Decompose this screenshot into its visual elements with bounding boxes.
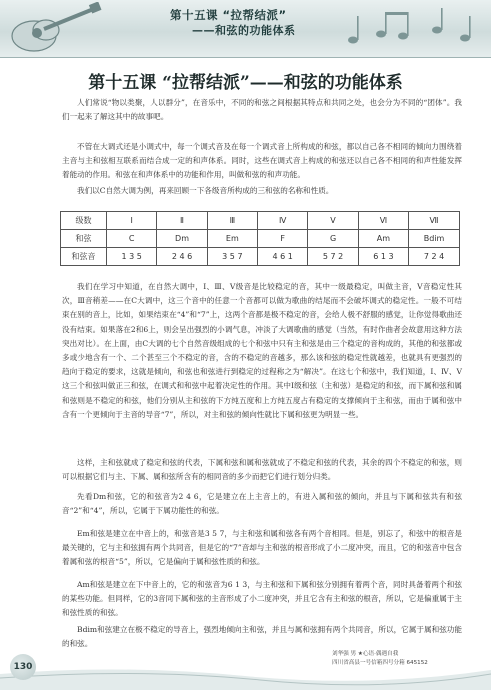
stamp-line: 四川省高县一号信箱四号分箱 645152: [332, 659, 428, 666]
notes-cell: 3 5 7: [207, 248, 257, 266]
notes-cell: 5 7 2: [308, 248, 358, 266]
degree-cell: Ⅴ: [308, 212, 358, 230]
degree-cell: Ⅰ: [107, 212, 157, 230]
chord-cell: G: [308, 230, 358, 248]
guitar-icon: [4, 2, 104, 56]
chord-cell: C: [107, 230, 157, 248]
header-title: 第十五课 “拉帮结派”: [170, 8, 287, 22]
page-number: 130: [10, 654, 36, 680]
degree-cell: Ⅲ: [207, 212, 257, 230]
music-notes-icon: [333, 4, 483, 52]
chord-table: [60, 211, 460, 266]
degree-cell: Ⅵ: [358, 212, 408, 230]
table-row: [61, 248, 460, 266]
paragraph: 我们在学习中知道，在自然大调中，Ⅰ、Ⅲ、Ⅴ级音是比较稳定的音，其中一级最稳定，叫做主音，Ⅴ音稳定性其次，Ⅲ音稍差——在C大调中，这三个音中的任意一个音都可以做为歌曲的结尾而不会破坏调式的稳定性。一般不可结束在别的音上，比如，如果结束在“4”和“7”上，这两个音都是极不稳定的音，会给人极不舒服的感觉，让你觉得歌曲还没有结束。如果落在2和6上，则会呈出强烈的小调气息，冲淡了大调歌曲的感觉（当然，有时作曲者会故意用这种方法突出对比）。在上面，由C大调的七个自然音级组成的七个和弦中只有主和弦是由三个稳定的音构成的，其他的和弦都或多或少地含有一个、二个甚至三个不稳定的音，含的不稳定的音越多，那么该和弦的稳定性就越差，也就具有更强烈的趋向于稳定的要求，这就是倾向，和弦也和弦进行到稳定的过程称之为“解决”。在这七个和弦中，我们知道，Ⅰ、Ⅳ、Ⅴ这三个和弦叫做正三和弦，在调式和和弦中起着决定性的作用。其中Ⅰ级和弦（主和弦）是稳定的和弦，而下属和弦和属和弦则是不稳定的和弦，他们分别从主和弦的下方纯五度和上方纯五度占有稳定的支撑倾向于主和弦，而由于属和弦中含有一个更倾向于主音的导音“7”，所以，对主和弦的倾向性就比下属和弦更为明显一些。: [62, 282, 462, 419]
notes-cell: 2 4 6: [157, 248, 207, 266]
paragraph: 这样，主和弦就成了稳定和弦的代表，下属和弦和属和弦就成了不稳定和弦的代表，其余的四个不稳定的和弦，则可以根据它们与主、下属、属和弦所含有的相同音的多少而把它们进行划分归类。: [62, 458, 462, 482]
paragraph: 人们常说“物以类聚，人以群分”，在音乐中，不同的和弦之间根据其特点和共同之处，也会分为不同的“团体”。我们一起来了解这其中的故事吧。: [62, 98, 462, 122]
lesson-title: 第十五课 “拉帮结派”——和弦的功能体系: [88, 73, 403, 93]
table-row: [61, 212, 460, 230]
notes-cell: 1 3 5: [107, 248, 157, 266]
page-header: [0, 0, 491, 58]
paragraph: Em和弦是建立在中音上的，和弦音是3 5 7，与主和弦和属和弦各有两个音相同。但是，别忘了，和弦中的根音是最关键的，它与主和弦拥有两个共同音，但是它的“7”音却与主和弦的根音形成了小二度冲突，而且，它的和弦音中包含着属和弦的根音“5”，所以，它是偏向于属和弦性质的和弦。: [62, 529, 462, 567]
paragraph: 不管在大调式还是小调式中，每一个调式音及在每一个调式音上所构成的和弦，都以自己各不相同的倾向力围绕着主音与主和弦相互联系而结合成一定的和声体系。同时，这些在调式音上构成的和弦还以自己各不相同的和声性能发挥着能动的作用。和弦在和声体系中的功能和作用，叫做和弦的和声功能。: [62, 142, 462, 180]
chord-cell: Dm: [157, 230, 207, 248]
chord-cell: Em: [207, 230, 257, 248]
stamp-line: 刘华强 男 ★心语·偶遇自我: [332, 651, 399, 657]
chord-cell: F: [258, 230, 308, 248]
header-subtitle: ——和弦的功能体系: [192, 24, 296, 37]
paragraph: Bdim和弦建立在极不稳定的导音上，强烈地倾向主和弦，并且与属和弦拥有两个共同音，所以，它属于属和弦功能的和弦。: [62, 625, 462, 649]
chord-cell: Bdim: [409, 230, 460, 248]
chord-cell: Am: [358, 230, 408, 248]
notes-cell: 6 1 3: [358, 248, 408, 266]
submission-stamp: [332, 650, 428, 667]
notes-cell: 4 6 1: [258, 248, 308, 266]
degree-cell: Ⅳ: [258, 212, 308, 230]
row-label: 和弦: [61, 230, 107, 248]
notes-cell: 7 2 4: [409, 248, 460, 266]
header-divider: [0, 57, 491, 58]
paragraph: Am和弦是建立在下中音上的，它的和弦音为6 1 3，与主和弦和下属和弦分别拥有着两个音，同时具备着两个和弦的某些功能。但同样，它的3音同下属和弦的主音形成了小二度冲突，并且它含有主和弦的根音，所以，它是偏重属于主和弦性质的和弦。: [62, 580, 462, 618]
row-label: 级数: [61, 212, 107, 230]
table-row: [61, 230, 460, 248]
paragraph: 先看Dm和弦，它的和弦音为2 4 6，它是建立在上主音上的，有进入属和弦的倾向，并且与下属和弦共有和弦音“2”和“4”，所以，它属于下属功能性的和弦。: [62, 492, 462, 516]
degree-cell: Ⅱ: [157, 212, 207, 230]
row-label: 和弦音: [61, 248, 107, 266]
degree-cell: Ⅶ: [409, 212, 460, 230]
paragraph: 我们以C自然大调为例，再来回顾一下各级音所构成的三和弦的名称和性质。: [77, 186, 334, 195]
